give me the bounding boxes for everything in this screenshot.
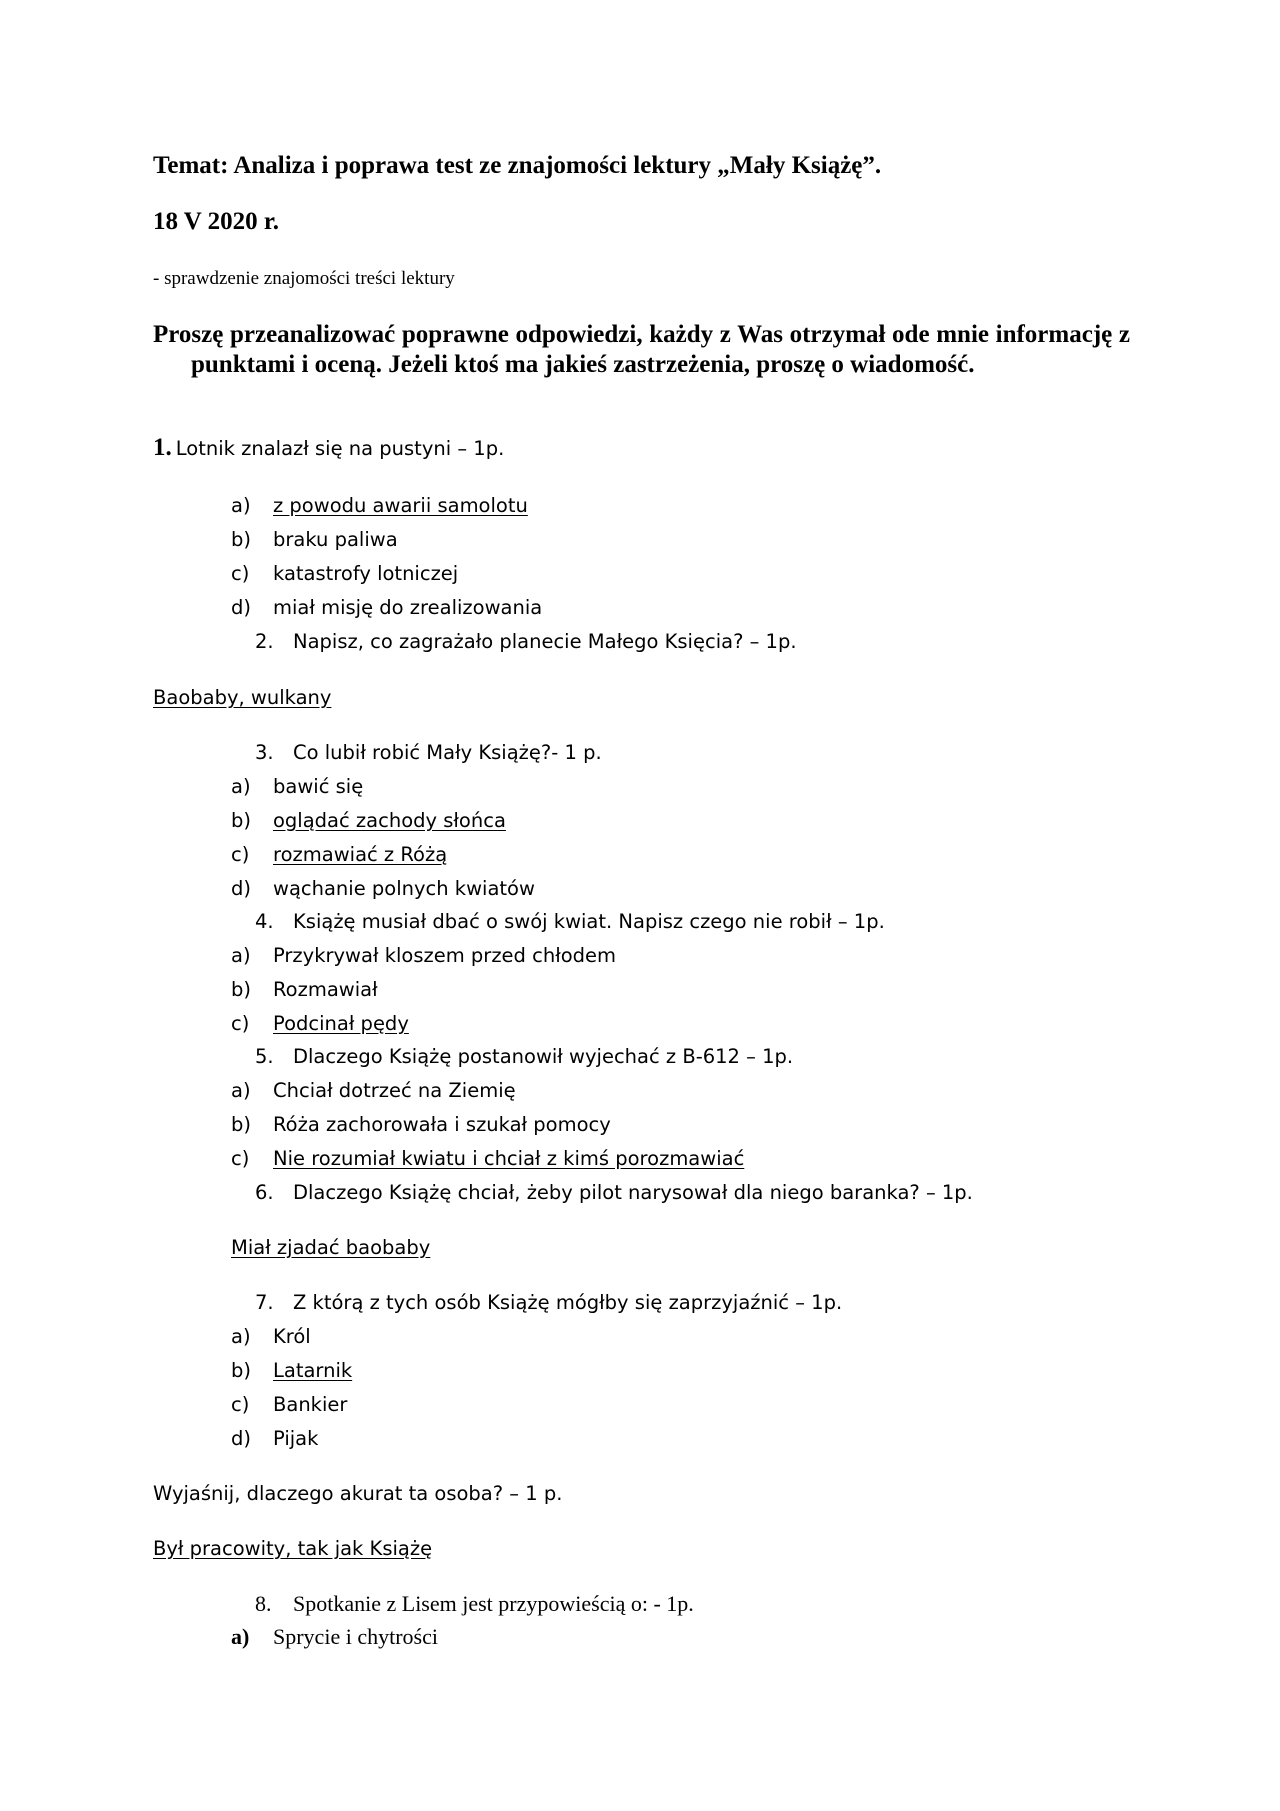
question-text: Spotkanie z Lisem jest przypowieścią o: - 1p. [293, 1591, 694, 1616]
option-item [231, 562, 458, 585]
option-text-correct: Nie rozumiał kwiatu i chciał z kimś porozmawiać [273, 1147, 745, 1170]
option-item [231, 1012, 409, 1035]
option-letter: a) [231, 1624, 250, 1649]
question-number: 8. [255, 1591, 272, 1616]
option-letter: b) [231, 1113, 251, 1136]
option-letter: c) [231, 843, 250, 866]
instruction-paragraph: Proszę przeanalizować poprawne odpowiedzi, każdy z Was otrzymał ode mnie informację z punktami i oceną. Jeżeli ktoś ma jakieś zastrzeżenia, proszę o wiadomość. [153, 321, 1130, 378]
answer-text: Baobaby, wulkany [153, 686, 332, 709]
question-text: Dlaczego Książę postanowił wyjechać z B-612 – 1p. [293, 1045, 794, 1068]
option-text: wąchanie polnych kwiatów [273, 877, 535, 900]
option-letter: c) [231, 562, 250, 585]
option-item [231, 809, 506, 832]
option-item [231, 1359, 352, 1382]
option-text: Rozmawiał [273, 978, 378, 1001]
option-item [231, 596, 542, 619]
question-number: 6. [255, 1181, 274, 1204]
option-item [231, 1624, 438, 1650]
option-item [231, 775, 363, 798]
option-text-correct: Podcinał pędy [273, 1012, 409, 1035]
option-text: miał misję do zrealizowania [273, 596, 543, 619]
option-text: Król [273, 1325, 311, 1348]
option-item [231, 1147, 744, 1170]
question-1 [153, 434, 504, 462]
followup-question: Wyjaśnij, dlaczego akurat ta osoba? – 1 p. [153, 1482, 563, 1505]
option-item [231, 843, 447, 866]
question-2 [255, 630, 797, 653]
question-text: Co lubił robić Mały Książę?- 1 p. [293, 741, 602, 764]
option-text-correct: z powodu awarii samolotu [273, 494, 528, 517]
lesson-date: 18 V 2020 r. [153, 208, 279, 235]
option-item [231, 528, 398, 551]
option-letter: b) [231, 978, 251, 1001]
option-letter: c) [231, 1147, 250, 1170]
question-number: 1. [153, 434, 172, 461]
option-text: Przykrywał kloszem przed chłodem [273, 944, 617, 967]
question-number: 5. [255, 1045, 274, 1068]
option-text-correct: oglądać zachody słońca [273, 809, 506, 832]
option-letter: b) [231, 528, 251, 551]
option-letter: c) [231, 1393, 250, 1416]
option-text: Sprycie i chytrości [273, 1624, 438, 1649]
option-text-correct: rozmawiać z Różą [273, 843, 448, 866]
option-text: Chciał dotrzeć na Ziemię [273, 1079, 516, 1102]
question-text: Dlaczego Książę chciał, żeby pilot narysował dla niego baranka? – 1p. [293, 1181, 973, 1204]
question-4 [255, 910, 885, 933]
question-number: 2. [255, 630, 274, 653]
question-8 [255, 1591, 694, 1617]
lesson-note: - sprawdzenie znajomości treści lektury [153, 268, 455, 289]
option-item [231, 978, 378, 1001]
option-item [231, 1113, 611, 1136]
question-number: 4. [255, 910, 274, 933]
option-letter: b) [231, 1359, 251, 1382]
option-item [231, 1325, 311, 1348]
answer-text: Miał zjadać baobaby [231, 1236, 431, 1259]
question-7 [255, 1291, 842, 1314]
question-text: Napisz, co zagrażało planecie Małego Księcia? – 1p. [293, 630, 797, 653]
option-letter: a) [231, 1079, 251, 1102]
lesson-title: Temat: Analiza i poprawa test ze znajomości lektury „Mały Książę”. [153, 152, 882, 179]
option-item [231, 877, 535, 900]
question-number: 3. [255, 741, 274, 764]
option-item [231, 1427, 318, 1450]
question-5 [255, 1045, 793, 1068]
option-text: Róża zachorowała i szukał pomocy [273, 1113, 611, 1136]
option-letter: b) [231, 809, 251, 832]
option-letter: d) [231, 1427, 251, 1450]
option-text: Pijak [273, 1427, 319, 1450]
question-text: Lotnik znalazł się na pustyni – 1p. [175, 437, 505, 460]
option-letter: d) [231, 596, 251, 619]
option-text-correct: Latarnik [273, 1359, 353, 1382]
option-item [231, 494, 528, 517]
option-text: Bankier [273, 1393, 348, 1416]
option-text: braku paliwa [273, 528, 398, 551]
option-item [231, 1393, 347, 1416]
option-letter: a) [231, 494, 251, 517]
question-6 [255, 1181, 973, 1204]
option-letter: a) [231, 944, 251, 967]
question-text: Książę musiał dbać o swój kwiat. Napisz czego nie robił – 1p. [293, 910, 885, 933]
option-item [231, 944, 616, 967]
option-item [231, 1079, 516, 1102]
question-number: 7. [255, 1291, 274, 1314]
question-3 [255, 741, 602, 764]
option-letter: c) [231, 1012, 250, 1035]
question-text: Z którą z tych osób Książę mógłby się zaprzyjaźnić – 1p. [293, 1291, 843, 1314]
option-text: katastrofy lotniczej [273, 562, 459, 585]
option-letter: a) [231, 1325, 251, 1348]
option-letter: d) [231, 877, 251, 900]
option-text: bawić się [273, 775, 364, 798]
option-letter: a) [231, 775, 251, 798]
answer-text: Był pracowity, tak jak Książę [153, 1537, 433, 1560]
